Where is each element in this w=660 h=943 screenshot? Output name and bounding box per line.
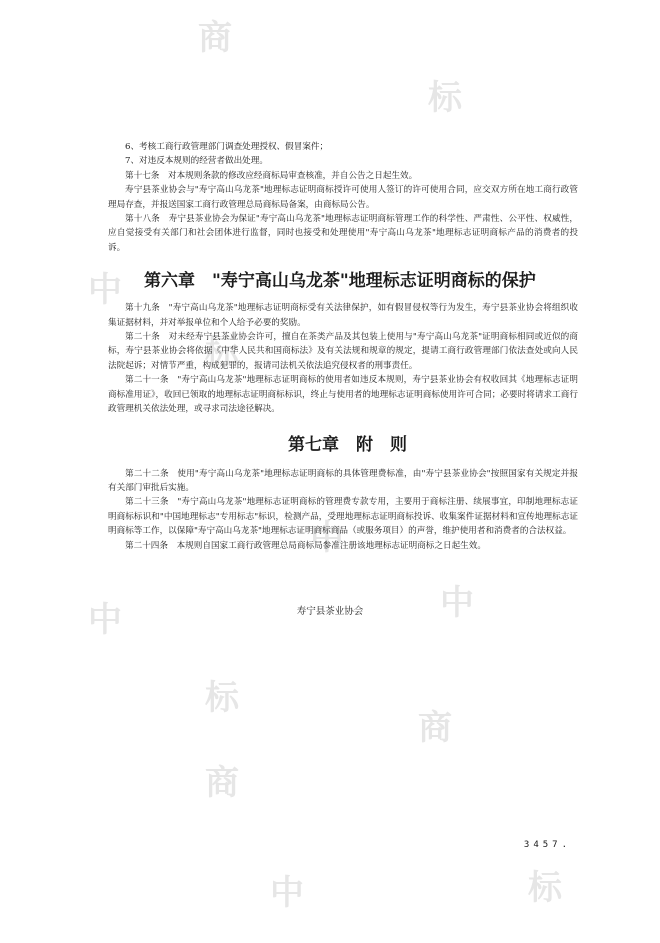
paragraph: 第十八条 寿宁县茶业协会为保证"寿宁高山乌龙茶"地理标志证明商标管理工作的科学性、严肃性、公平性、权威性，应自觉接受有关部门和社会团体进行监督，同时也接受和处理使用"寿宁高山乌龙茶"地理标志证明商标产品的消费者的投诉。: [108, 214, 578, 253]
watermark-zhong: 中: [310, 518, 346, 558]
paragraph: 第二十二条 使用"寿宁高山乌龙茶"地理标志证明商标的具体管理费标准，由"寿宁县茶业协会"按照国家有关规定并报有关部门审批后实施。: [108, 468, 578, 493]
watermark-biao: 标: [428, 78, 464, 118]
watermark-zhong: 中: [270, 873, 306, 913]
paragraph: 6、考核工商行政管理部门调查处理授权、假冒案件；: [125, 142, 329, 152]
paragraph: 第十七条 对本规则条款的修改应经商标局审查核准，并自公告之日起生效。: [125, 170, 418, 181]
section-one: [108, 140, 578, 255]
signature-organization: 寿宁县茶业协会: [296, 606, 364, 617]
paragraph: 寿宁县茶业协会与"寿宁高山乌龙茶"地理标志证明商标授许可使用人签订的许可使用合同，应交双方所在地工商行政管理局存查，并报送国家工商行政管理总局商标局备案，由商标局公告。: [108, 185, 578, 210]
paragraph: 第二十四条 本规则自国家工商行政管理总局商标局参准注册该地理标志证明商标之日起生效。: [125, 540, 486, 551]
paragraph: 第二十三条 "寿宁高山乌龙茶"地理标志证明商标的管理费专款专用，主要用于商标注册、续展事宜，印制地理标志证明商标标识和"中国地理标志"专用标志"标识，检测产品，受理地理标志证明商标投诉、收集案件证据材料和宣传地理标志证明商标等工作，以保障"寿宁高山乌龙茶"地理标志证明商标商品（或服务项目）的声誉，维护使用者和消费者的合法权益。: [108, 497, 578, 537]
paragraph: 第二十一条 "寿宁高山乌龙茶"地理标志证明商标的使用者如违反本规则，寿宁县茶业协会有权收回其《地理标志证明商标准用证》，收回已领取的地理标志证明商标标识，终止与使用者的地理标志证明商标使用许可合同；必要时将请求工商行政管理机关依法处理，或寻求司法途径解决。: [108, 375, 578, 415]
watermark-zhong: 中: [88, 270, 124, 310]
paragraph: 第十九条 "寿宁高山乌龙茶"地理标志证明商标受有关法律保护，如有假冒侵权等行为发生，寿宁县茶业协会将组织收集证据材料，并对举报单位和个人给予必要的奖励。: [108, 303, 578, 328]
paragraph: 第二十条 对未经寿宁县茶业协会许可，擅自在茶类产品及其包装上使用与"寿宁高山乌龙茶"证明商标相同或近似的商标，寿宁县茶业协会将依据《中华人民共和国商标法》及有关法规和规章的规定，提请工商行政管理部门依法查处或向人民法院起诉；对情节严重，构成犯罪的，报请司法机关依法追究侵权者的刑事责任。: [108, 332, 578, 371]
watermark-zhong: 中: [88, 600, 124, 640]
chapter-six-title: 第六章 "寿宁高山乌龙茶"地理标志证明商标的保护: [144, 271, 536, 292]
watermark-biao: 标: [528, 868, 564, 908]
chapter-seven-body: [108, 467, 578, 553]
chapter-seven-title: 第七章 附 则: [288, 434, 407, 455]
chapter-six-body: [108, 301, 578, 416]
watermark-biao: 标: [205, 678, 241, 718]
document-body: [108, 140, 578, 553]
watermark-shang: 商: [198, 18, 234, 58]
watermark-zhong: 中: [440, 583, 476, 623]
page-number: 3457.: [523, 840, 571, 850]
watermark-shang: 商: [418, 708, 454, 748]
paragraph: 7、对违反本规则的经营者做出处理。: [125, 156, 268, 167]
watermark-biao: 标: [205, 333, 241, 373]
watermark-shang: 商: [205, 763, 241, 803]
